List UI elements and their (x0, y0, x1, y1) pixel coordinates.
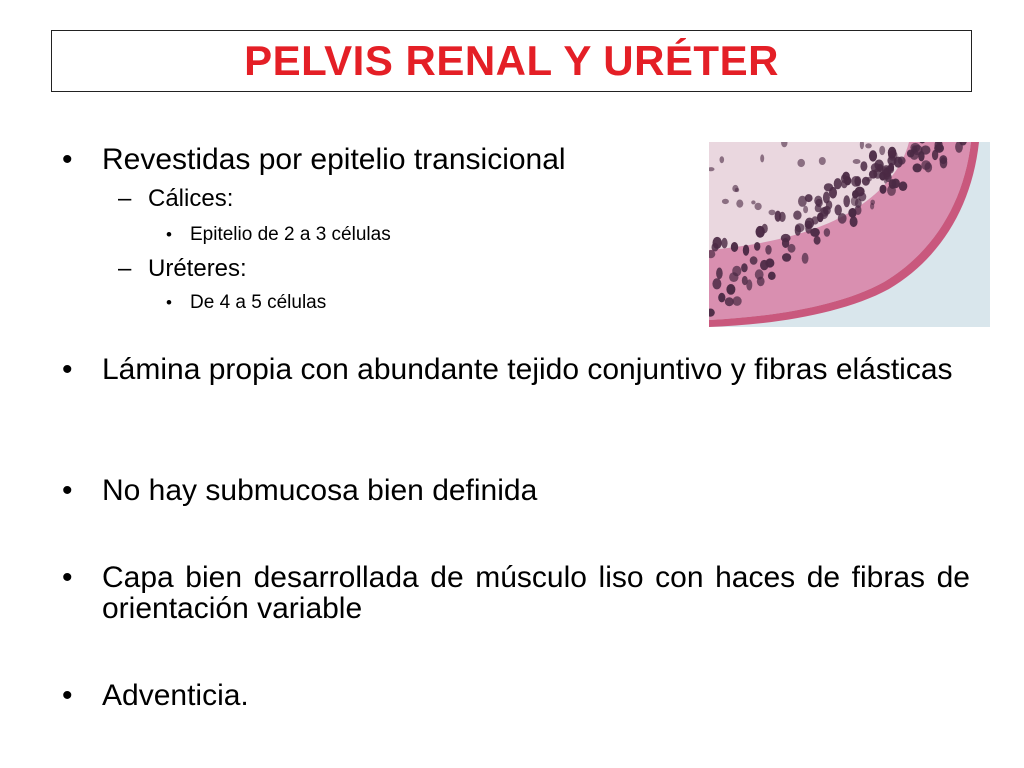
bullet-icon: • (62, 679, 73, 712)
cell-nucleus (769, 210, 776, 216)
cell-nucleus (879, 146, 885, 155)
cell-nucleus (910, 143, 920, 152)
bullet-text: Lámina propia con abundante tejido conjuntivo y fibras elásticas (102, 353, 953, 386)
cell-nucleus (743, 245, 749, 256)
cell-nucleus (805, 221, 813, 229)
cell-nucleus (729, 272, 738, 282)
bullet-item-3 (62, 475, 970, 506)
cell-nucleus (751, 200, 755, 204)
bullet-icon: • (62, 474, 73, 507)
cell-nucleus (803, 206, 808, 214)
cell-nucleus (814, 236, 821, 245)
cell-nucleus (851, 196, 859, 206)
cell-nucleus (858, 192, 866, 201)
cell-nucleus (762, 224, 768, 234)
cell-nucleus (824, 228, 830, 237)
cell-nucleus (741, 263, 748, 272)
cell-nucleus (888, 163, 894, 172)
bullet-item-1 (62, 144, 682, 175)
cell-nucleus (754, 242, 760, 251)
cell-nucleus (880, 185, 887, 194)
cell-nucleus (782, 253, 791, 262)
cell-nucleus (775, 211, 782, 222)
cell-nucleus (731, 242, 738, 252)
bullet-icon: • (166, 225, 172, 244)
cell-nucleus (768, 272, 776, 280)
cell-nucleus (716, 268, 723, 280)
cell-nucleus (860, 161, 867, 171)
cell-nucleus (865, 143, 872, 148)
dash-icon: – (118, 255, 132, 282)
cell-nucleus (834, 178, 842, 189)
cell-nucleus (921, 160, 931, 170)
cell-nucleus (725, 297, 734, 306)
cell-nucleus (721, 238, 727, 249)
cell-nucleus (722, 199, 729, 204)
cell-nucleus (765, 245, 771, 255)
cell-nucleus (781, 234, 791, 242)
cell-nucleus (869, 150, 877, 161)
cell-nucleus (810, 228, 820, 237)
cell-nucleus (824, 183, 833, 191)
cell-nucleus (712, 243, 719, 252)
cell-nucleus (854, 176, 861, 186)
bullet-icon: • (166, 293, 172, 312)
cell-nucleus (765, 258, 774, 267)
cell-nucleus (793, 211, 801, 220)
cell-nucleus (841, 180, 848, 189)
bullet-text: No hay submucosa bien definida (102, 474, 538, 507)
cell-nucleus (850, 216, 858, 227)
sub-item-text: Cálices: (148, 185, 234, 212)
cell-nucleus (913, 163, 922, 172)
bullet-text: Revestidas por epitelio transicional (102, 143, 566, 176)
sub-item-text: Uréteres: (148, 255, 247, 282)
cell-nucleus (760, 154, 764, 162)
cell-nucleus (802, 253, 809, 264)
cell-nucleus (855, 205, 862, 215)
title-box (51, 30, 972, 92)
dash-icon: – (118, 185, 132, 212)
cell-nucleus (746, 279, 752, 290)
cell-nucleus (819, 157, 826, 165)
subsub-item-text: De 4 a 5 células (190, 292, 327, 313)
cell-nucleus (733, 296, 742, 306)
cell-nucleus (819, 207, 828, 219)
cell-nucleus (842, 172, 850, 181)
bullet-item-5 (62, 680, 970, 711)
cell-nucleus (797, 159, 805, 167)
cell-nucleus (750, 256, 758, 265)
cell-nucleus (736, 200, 743, 208)
cell-nucleus (884, 174, 888, 183)
cell-nucleus (735, 188, 739, 192)
cell-nucleus (870, 200, 875, 205)
cell-nucleus (899, 181, 908, 191)
subsub-item-text: Epitelio de 2 a 3 células (190, 224, 391, 245)
bullet-text: Capa bien desarrollada de músculo liso con haces de fibras de orientación variable (102, 561, 970, 625)
cell-nucleus (866, 177, 871, 182)
subsub-item-1 (166, 224, 566, 246)
cell-nucleus (798, 196, 807, 207)
bullet-item-4 (62, 562, 970, 624)
cell-nucleus (788, 244, 796, 253)
cell-nucleus (823, 192, 830, 204)
bullet-icon: • (62, 561, 73, 594)
cell-nucleus (757, 277, 765, 287)
sub-item-calices (118, 186, 518, 212)
slide-title: PELVIS RENAL Y URÉTER (244, 37, 779, 84)
subsub-item-2 (166, 292, 566, 314)
cell-nucleus (795, 225, 801, 236)
histology-micrograph (709, 142, 990, 327)
cell-nucleus (718, 293, 725, 303)
bullet-icon: • (62, 353, 73, 386)
cell-nucleus (932, 150, 938, 160)
cell-nucleus (755, 203, 762, 210)
cell-nucleus (843, 195, 850, 207)
histology-image (709, 142, 990, 327)
cell-nucleus (835, 205, 842, 216)
cell-nucleus (918, 151, 924, 161)
bullet-text: Adventicia. (102, 679, 249, 712)
cell-nucleus (894, 157, 903, 168)
cell-nucleus (940, 157, 948, 168)
cell-nucleus (726, 284, 735, 295)
bullet-item-2 (62, 354, 970, 385)
cell-nucleus (712, 278, 721, 289)
cell-nucleus (853, 159, 861, 164)
cell-nucleus (812, 216, 819, 224)
sub-item-ureteres (118, 256, 518, 282)
bullet-icon: • (62, 143, 73, 176)
cell-nucleus (720, 156, 725, 163)
